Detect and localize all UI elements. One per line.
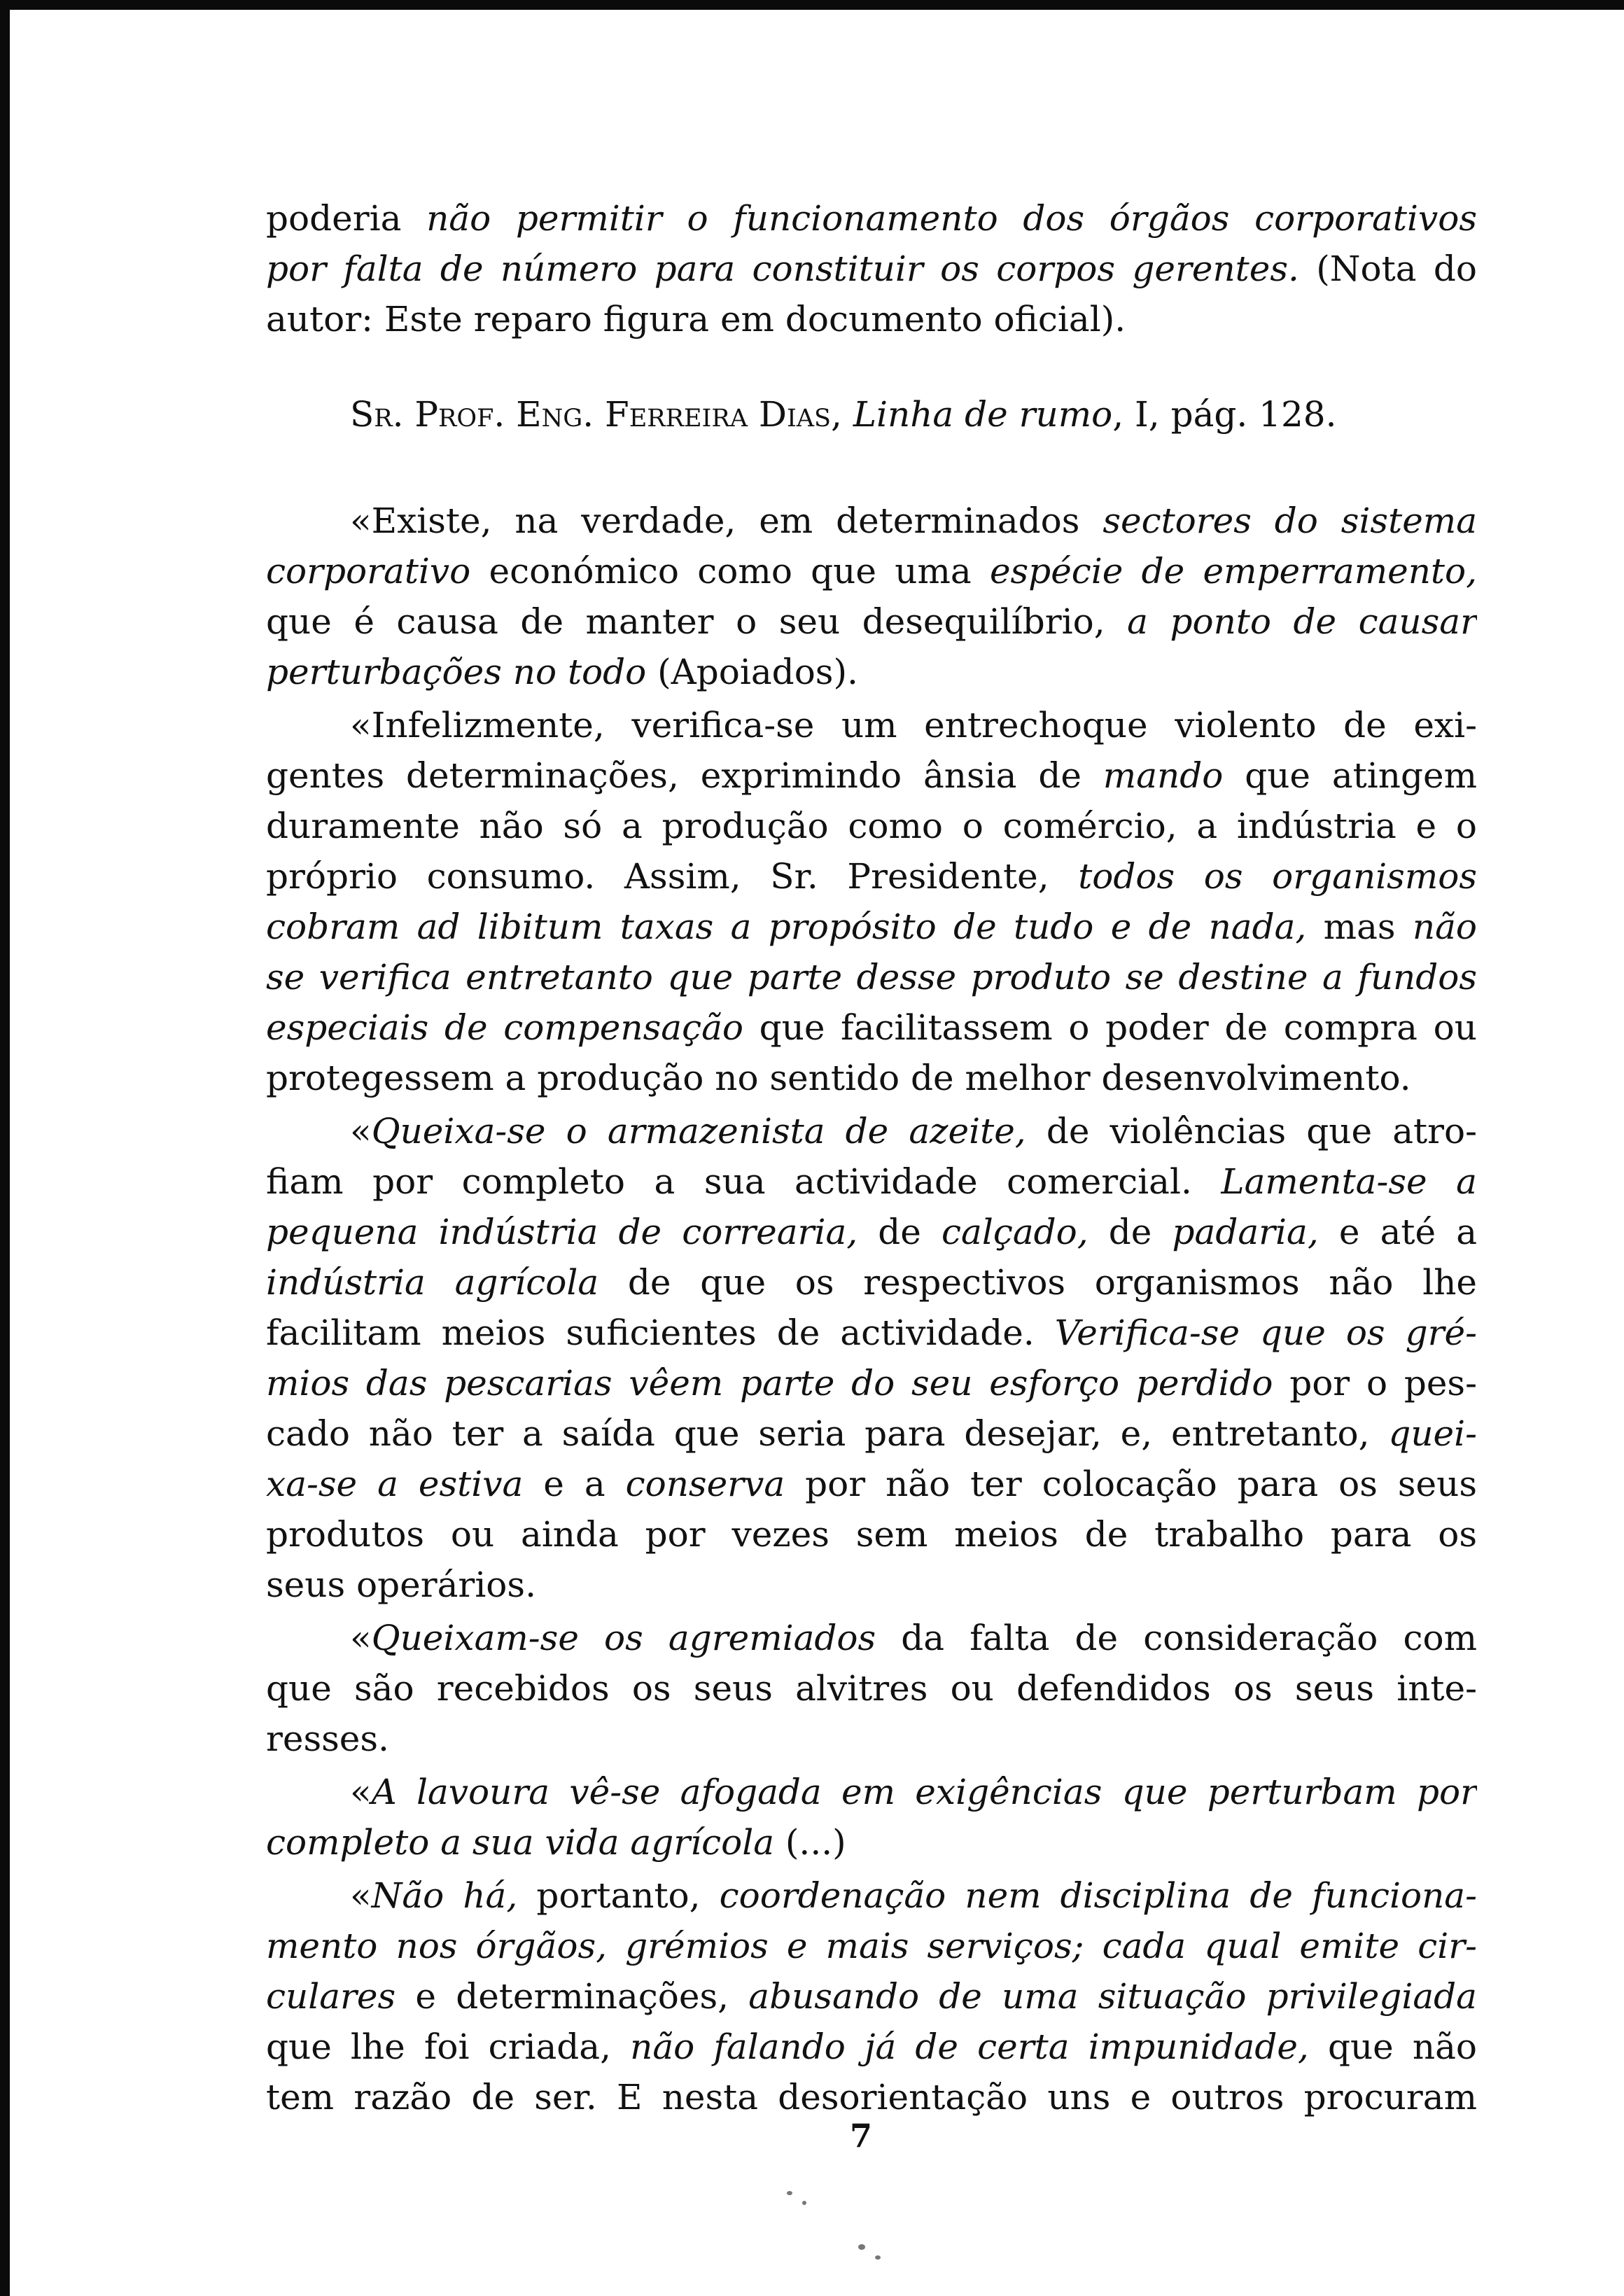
text-span: poderia xyxy=(266,198,427,239)
text-line xyxy=(266,546,1477,596)
text-span: mas xyxy=(1306,906,1413,947)
italic-span: corporativo xyxy=(266,551,471,592)
italic-span: se verifica entretanto que parte desse produto se destine a fundos xyxy=(266,957,1477,997)
text-span: de violências que atro- xyxy=(1026,1111,1477,1152)
text-line xyxy=(266,1870,1477,1921)
text-span: (...) xyxy=(774,1822,846,1863)
text-span: seus operários. xyxy=(266,1564,536,1605)
text-span: duramente não só a produção como o comércio, a indústria e o xyxy=(266,806,1477,846)
text-line xyxy=(266,1663,1477,1714)
text-span: , I, pág. 128. xyxy=(1112,394,1337,435)
text-span: de xyxy=(858,1212,942,1252)
text-span: portanto, xyxy=(517,1875,720,1916)
scan-speck xyxy=(787,2191,792,2195)
text-line xyxy=(266,1459,1477,1509)
italic-span: não falando já de certa impunidade, xyxy=(630,2026,1309,2067)
italic-span: mando xyxy=(1102,755,1224,796)
text-span: que não xyxy=(1308,2026,1477,2067)
text-line xyxy=(266,596,1477,647)
text-span: e a xyxy=(523,1464,626,1504)
italic-span: culares xyxy=(266,1976,396,2017)
italic-span: Verifica-se que os gré- xyxy=(1054,1312,1477,1353)
italic-span: mios das pescarias vêem parte do seu esforço perdido xyxy=(266,1363,1273,1404)
text-line xyxy=(266,1767,1477,1817)
italic-span: mento nos órgãos, grémios e mais serviços; cada qual emite cir- xyxy=(266,1926,1477,1966)
text-span: económico como que uma xyxy=(470,551,990,592)
italic-span: calçado, xyxy=(941,1212,1088,1252)
text-span: que atingem xyxy=(1223,755,1477,796)
text-span: « xyxy=(350,1772,372,1812)
italic-span: coordenação nem disciplina de funciona- xyxy=(719,1875,1477,1916)
text-line xyxy=(266,1509,1477,1560)
text-span: próprio consumo. Assim, Sr. Presidente, xyxy=(266,856,1079,897)
text-line xyxy=(266,1257,1477,1308)
italic-span: a ponto de causar xyxy=(1127,601,1477,642)
italic-span: xa-se a estiva xyxy=(266,1464,524,1504)
italic-span: indústria agrícola xyxy=(266,1262,599,1303)
italic-span: pequena indústria de correaria, xyxy=(266,1212,858,1252)
italic-span: cobram ad libitum taxas a propósito de tudo e de nada, xyxy=(266,906,1307,947)
italic-span: Não há, xyxy=(371,1875,518,1916)
text-line xyxy=(266,750,1477,801)
italic-span: não xyxy=(1412,906,1477,947)
text-span: que são recebidos os seus alvitres ou defendidos os seus inte- xyxy=(266,1668,1477,1709)
text-line xyxy=(266,1613,1477,1663)
italic-span: Linha de rumo xyxy=(853,394,1113,435)
italic-span: todos os organismos xyxy=(1078,856,1477,897)
text-line xyxy=(266,1156,1477,1207)
scan-border-top xyxy=(0,0,1624,10)
text-line xyxy=(266,700,1477,750)
text-line xyxy=(266,1002,1477,1053)
text-span: gentes determinações, exprimindo ânsia de xyxy=(266,755,1103,796)
text-line xyxy=(266,2022,1477,2072)
text-line xyxy=(266,1714,1477,1764)
text-line xyxy=(266,389,1477,440)
text-span: por o pes- xyxy=(1273,1363,1477,1404)
italic-span: perturbações no todo xyxy=(266,652,647,692)
text-span: facilitam meios suficientes de actividade. xyxy=(266,1312,1055,1353)
text-line xyxy=(266,496,1477,546)
text-span: «Infelizmente, verifica-se um entrechoque violento de exi- xyxy=(350,705,1477,746)
italic-span: Queixa-se o armazenista de azeite, xyxy=(371,1111,1026,1152)
text-span: « xyxy=(350,1618,372,1658)
text-span: que é causa de manter o seu desequilíbrio, xyxy=(266,601,1128,642)
text-span: que lhe foi criada, xyxy=(266,2026,631,2067)
text-line xyxy=(266,1408,1477,1459)
scan-border-left xyxy=(0,0,10,2296)
scan-speck xyxy=(802,2201,806,2205)
italic-span: Lamenta-se a xyxy=(1221,1161,1477,1202)
italic-span: conserva xyxy=(625,1464,785,1504)
text-span: de xyxy=(1088,1212,1172,1252)
text-line xyxy=(266,1971,1477,2022)
text-span: e até a xyxy=(1318,1212,1477,1252)
text-span: Sr. Prof. Eng. Ferreira Dias, xyxy=(350,394,853,435)
italic-span: especiais de compensação xyxy=(266,1007,743,1048)
text-span: produtos ou ainda por vezes sem meios de trabalho para os xyxy=(266,1514,1477,1555)
text-line xyxy=(266,294,1477,344)
text-span: (Apoiados). xyxy=(646,652,858,692)
text-span: e determinações, xyxy=(396,1976,749,2017)
italic-span: completo a sua vida agrícola xyxy=(266,1822,775,1863)
text-span: «Existe, na verdade, em determinados xyxy=(350,500,1103,541)
italic-span: padaria, xyxy=(1172,1212,1319,1252)
text-line xyxy=(266,851,1477,902)
italic-span: espécie de emperramento, xyxy=(989,551,1477,592)
italic-span: por falta de número para constituir os corpos gerentes. xyxy=(266,248,1299,289)
text-line xyxy=(266,801,1477,851)
text-line xyxy=(266,1106,1477,1156)
text-line xyxy=(266,1817,1477,1868)
scan-speck xyxy=(858,2244,865,2250)
text-span: cado não ter a saída que seria para desejar, e, entretanto, xyxy=(266,1413,1389,1454)
italic-span: Queixam-se os agremiados xyxy=(371,1618,876,1658)
text-line xyxy=(266,1053,1477,1103)
text-line xyxy=(266,647,1477,697)
text-span: resses. xyxy=(266,1718,389,1759)
text-span: (Nota do xyxy=(1298,248,1477,289)
italic-span: não permitir o funcionamento dos órgãos corporativos xyxy=(426,198,1477,239)
text-line xyxy=(266,193,1477,244)
text-line xyxy=(266,1921,1477,1971)
text-span: tem razão de ser. E nesta desorientação uns e outros procuram xyxy=(266,2077,1477,2118)
text-span: de que os respectivos organismos não lhe xyxy=(598,1262,1477,1303)
text-line xyxy=(266,1308,1477,1358)
text-line xyxy=(266,902,1477,952)
text-span: « xyxy=(350,1875,372,1916)
text-span: da falta de consideração com xyxy=(876,1618,1477,1658)
italic-span: sectores do sistema xyxy=(1102,500,1477,541)
text-span: fiam por completo a sua actividade comercial. xyxy=(266,1161,1222,1202)
text-line xyxy=(266,244,1477,294)
text-line xyxy=(266,1358,1477,1408)
text-span: que facilitassem o poder de compra ou xyxy=(743,1007,1477,1048)
italic-span: quei- xyxy=(1388,1413,1477,1454)
text-line xyxy=(266,952,1477,1002)
italic-span: A lavoura vê-se afogada em exigências que perturbam por xyxy=(371,1772,1477,1812)
text-line xyxy=(266,1560,1477,1610)
text-span: « xyxy=(350,1111,372,1152)
text-span: autor: Este reparo figura em documento oficial). xyxy=(266,299,1126,340)
page-number: 7 xyxy=(850,2117,873,2155)
text-line xyxy=(266,2072,1477,2122)
scan-speck xyxy=(875,2255,881,2260)
text-span: por não ter colocação para os seus xyxy=(785,1464,1477,1504)
text-line xyxy=(266,1207,1477,1257)
text-span: protegessem a produção no sentido de melhor desenvolvimento. xyxy=(266,1058,1411,1098)
italic-span: abusando de uma situação privilegiada xyxy=(748,1976,1477,2017)
